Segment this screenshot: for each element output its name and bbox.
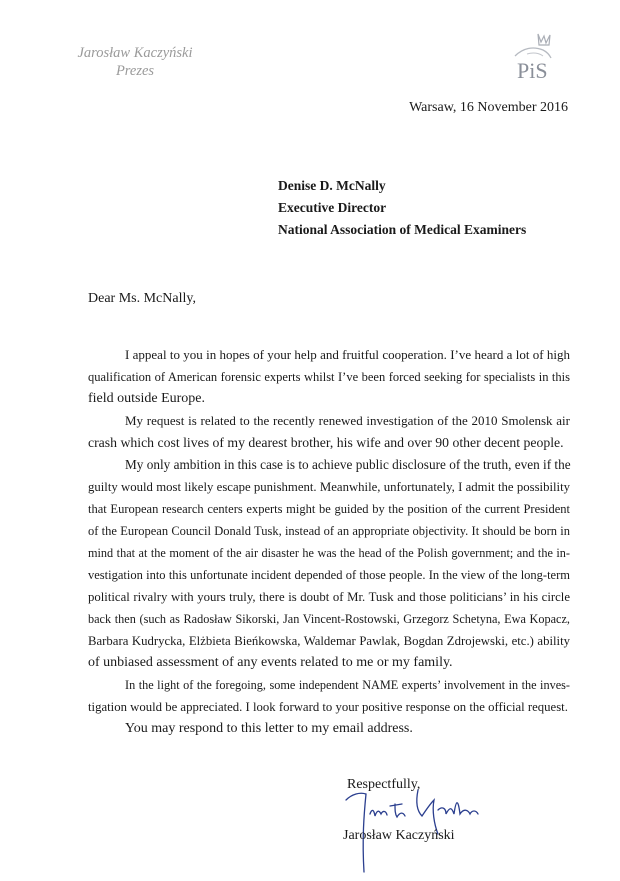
letter-body (88, 344, 570, 740)
recipient-position: Executive Director (278, 200, 387, 215)
body-line: vestigation into this unfortunate incident depended of those people. In the view of the long-term (88, 568, 570, 582)
recipient-block (278, 175, 526, 241)
body-line: My request is related to the recently renewed investigation of the 2010 Smolensk air (125, 413, 570, 428)
body-line: My only ambition in this case is to achieve public disclosure of the truth, even if the (125, 457, 571, 472)
closing: Respectfully, (347, 777, 421, 792)
body-line: I appeal to you in hopes of your help and fruitful cooperation. I’ve heard a lot of high (125, 347, 570, 362)
body-line: crash which cost lives of my dearest brother, his wife and over 90 other decent people. (88, 435, 564, 450)
body-line: In the light of the foregoing, some independent NAME experts’ involvement in the inves- (125, 678, 570, 692)
pis-logo (505, 28, 565, 84)
body-line: You may respond to this letter to my email address. (125, 721, 413, 736)
recipient-organization: National Association of Medical Examiners (278, 222, 527, 237)
eagle-crown-icon (505, 28, 565, 84)
body-line: back then (such as Radosław Sikorski, Jan Vincent-Rostowski, Grzegorz Schetyna, Ewa Kopacz, (88, 612, 570, 626)
body-line: of unbiased assessment of any events related to me or my family. (88, 655, 453, 670)
salutation: Dear Ms. McNally, (88, 291, 196, 306)
body-line: tigation would be appreciated. I look forward to your positive response on the official request. (88, 700, 568, 714)
body-line: field outside Europe. (88, 391, 206, 406)
recipient-name: Denise D. McNally (278, 178, 386, 193)
body-line: guilty would most likely escape punishment. Meanwhile, unfortunately, I admit the possibility (88, 480, 570, 494)
logo-text: PiS (517, 58, 548, 83)
body-line: qualification of American forensic experts whilst I’ve been forced seeking for specialists in this (88, 370, 570, 384)
body-line: that European research centers experts might be guided by the position of the current President (88, 502, 570, 516)
body-line: political rivalry with yours truly, there is doubt of Mr. Tusk and those politicians’ in his circle (88, 590, 570, 604)
body-line: of the European Council Donald Tusk, instead of an appropriate objectivity. It should be born in (88, 524, 570, 538)
body-line: Barbara Kudrycka, Elżbieta Bieńkowska, Waldemar Pawlak, Bogdan Zdrojewski, etc.) ability (88, 634, 570, 648)
letterhead-name: Jarosław Kaczyński (77, 45, 193, 61)
letter-date: Warsaw, 16 November 2016 (409, 100, 568, 115)
letterhead-title: Prezes (115, 63, 155, 79)
body-line: mind that at the moment of the air disaster he was the head of the Polish government; and the in- (88, 546, 570, 560)
letterhead (74, 44, 196, 80)
signatory-name: Jarosław Kaczyński (343, 828, 455, 843)
